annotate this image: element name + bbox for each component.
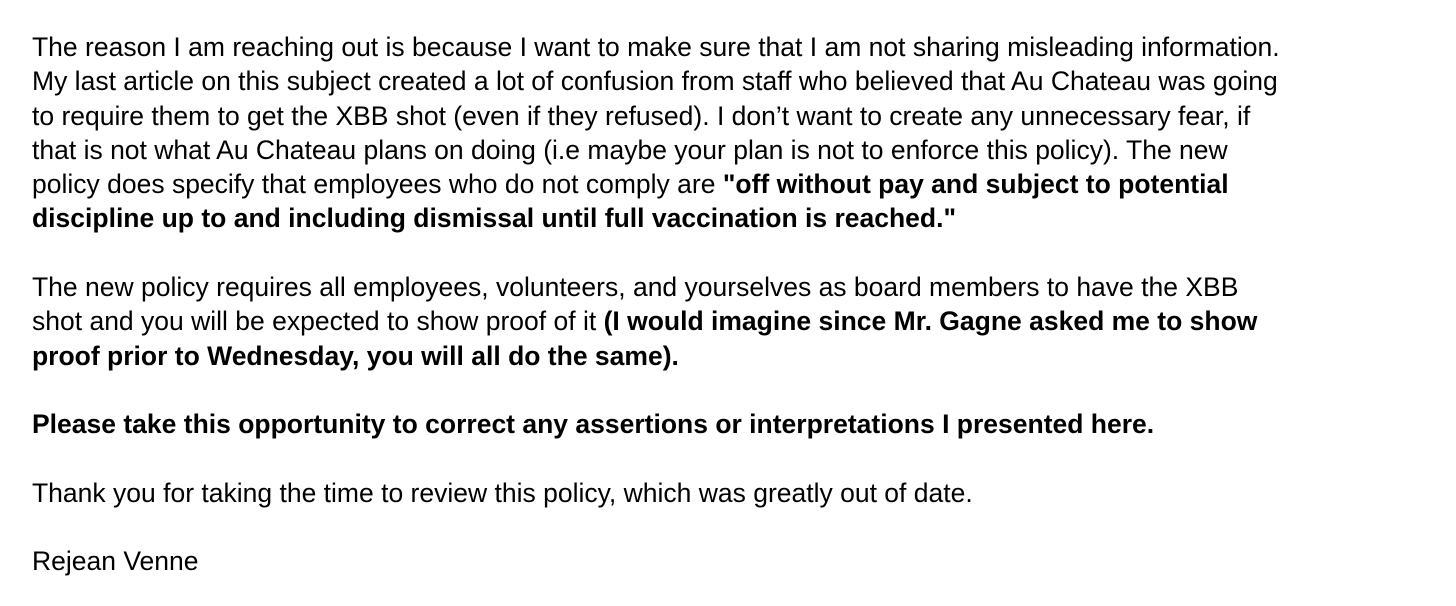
text-line: The new policy requires all employees, volunteers, and yourselves as board members to have the XBB [32,272,1239,303]
text-line [32,201,1432,235]
text-run: policy does specify that employees who do not comply are [32,169,723,200]
bold-remark: (I would imagine since Mr. Gagne asked me to show [603,306,1258,337]
text-line [32,167,1432,201]
email-body [32,30,1432,579]
text-line [32,304,1432,338]
bold-quote: "off without pay and subject to potential [722,169,1229,200]
text-run: shot and you will be expected to show proof of it [32,306,604,337]
text-line [32,407,1432,441]
bold-quote: discipline up to and including dismissal until full vaccination is reached." [32,203,957,234]
paragraph-policy [32,270,1432,373]
paragraph-thanks [32,476,1432,510]
text-line [32,339,1432,373]
text-line: that is not what Au Chateau plans on doing (i.e maybe your plan is not to enforce this policy). The new [32,134,1228,165]
text-line: Thank you for taking the time to review this policy, which was greatly out of date. [32,477,973,508]
bold-request: Please take this opportunity to correct any assertions or interpretations I presented here. [32,409,1155,440]
signature [32,544,1432,578]
text-line: The reason I am reaching out is because I want to make sure that I am not sharing misleading information. [32,32,1280,62]
paragraph-request [32,407,1432,441]
signature-name: Rejean Venne [32,546,199,577]
bold-remark: proof prior to Wednesday, you will all do the same). [32,340,679,371]
text-line: to require them to get the XBB shot (even if they refused). I don’t want to create any unnecessary fear, if [32,100,1251,131]
text-line: My last article on this subject created a lot of confusion from staff who believed that Au Chateau was going [32,66,1278,97]
paragraph-intro [32,30,1432,236]
